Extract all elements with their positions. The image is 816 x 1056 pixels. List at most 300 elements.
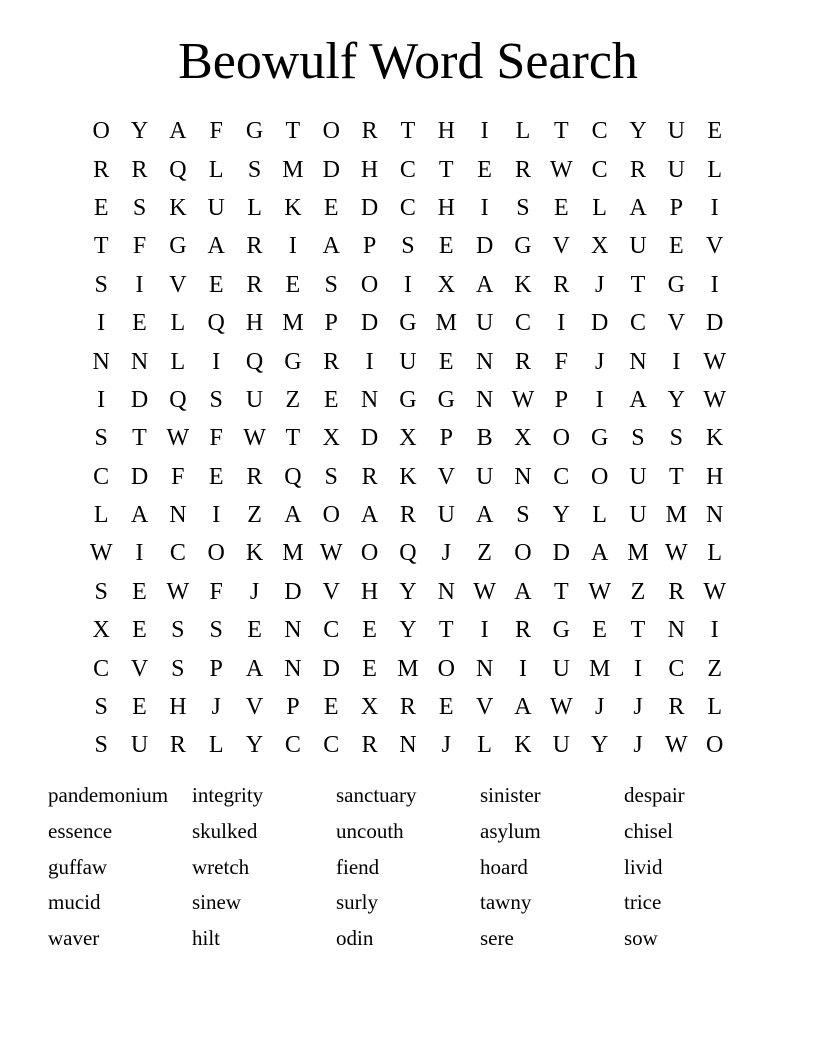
grid-letter: R (668, 694, 685, 721)
grid-letter: N (475, 386, 494, 413)
grid-letter: A (514, 578, 532, 605)
grid-letter: V (322, 578, 340, 605)
grid-letter: W (319, 540, 343, 567)
grid-letter: X (360, 694, 379, 721)
grid-letter: P (362, 233, 377, 260)
grid-letter: L (707, 156, 722, 183)
grid-letter: D (322, 655, 340, 682)
grid-letter: H (706, 463, 724, 490)
grid-letter: W (665, 732, 688, 759)
grid-letter: C (323, 617, 340, 644)
grid-letter: D (475, 233, 494, 260)
word-list-item: chisel (624, 818, 673, 843)
grid-letter: F (132, 233, 147, 260)
grid-letter: S (132, 194, 147, 221)
grid-letter: W (703, 386, 726, 413)
grid-letter: W (549, 156, 573, 183)
grid-row (82, 573, 734, 611)
grid-letter: V (667, 310, 685, 337)
grid-row (82, 304, 734, 342)
grid-letter: Y (130, 118, 149, 145)
grid-letter: E (93, 194, 109, 221)
grid-letter: N (514, 463, 532, 490)
grid-letter: T (132, 425, 147, 452)
grid-letter: U (130, 732, 149, 759)
grid-row (82, 611, 734, 649)
word-list-item: trice (624, 890, 662, 915)
grid-letter: W (703, 578, 726, 605)
grid-letter: S (171, 655, 185, 682)
grid-row (82, 726, 734, 764)
grid-letter: R (323, 348, 340, 375)
grid-letter: S (516, 194, 530, 221)
word-list-item: sow (624, 926, 658, 951)
grid-letter: J (211, 694, 221, 721)
grid-letter: Z (477, 540, 492, 567)
grid-letter: O (590, 463, 609, 490)
grid-letter: M (282, 310, 304, 337)
grid-letter: O (514, 540, 532, 567)
grid-letter: H (360, 156, 379, 183)
word-list (48, 778, 768, 957)
grid-letter: S (94, 271, 108, 298)
word-list-item: hilt (192, 926, 221, 951)
grid-letter: L (477, 732, 492, 759)
grid-row (82, 227, 734, 265)
grid-letter: G (667, 271, 685, 298)
grid-letter: Y (667, 386, 685, 413)
grid-letter: I (557, 310, 566, 337)
grid-letter: O (552, 425, 570, 452)
grid-letter: R (246, 271, 263, 298)
grid-letter: S (631, 425, 645, 452)
grid-letter: E (362, 617, 377, 644)
grid-letter: T (285, 425, 301, 452)
grid-letter: R (361, 732, 378, 759)
grid-letter: S (401, 233, 415, 260)
grid-letter: L (515, 118, 531, 145)
grid-letter: E (592, 617, 607, 644)
grid-letter: F (171, 463, 185, 490)
grid-letter: A (629, 386, 647, 413)
grid-letter: Z (247, 502, 262, 529)
grid-letter: J (441, 540, 451, 567)
grid-letter: N (130, 348, 149, 375)
grid-letter: M (627, 540, 649, 567)
grid-letter: X (399, 425, 417, 452)
grid-letter: R (553, 271, 570, 298)
grid-letter: I (365, 348, 374, 375)
word-list-item: sere (480, 926, 514, 951)
grid-letter: E (285, 271, 301, 298)
grid-letter: G (437, 386, 455, 413)
grid-row (82, 649, 734, 687)
grid-letter: P (286, 694, 300, 721)
grid-letter: Z (285, 386, 301, 413)
grid-letter: T (553, 118, 569, 145)
grid-letter: A (514, 694, 532, 721)
grid-letter: J (594, 694, 605, 721)
grid-row (82, 458, 734, 496)
grid-letter: J (249, 578, 260, 605)
grid-letter: K (284, 194, 302, 221)
grid-letter: U (552, 732, 570, 759)
grid-letter: P (209, 655, 223, 682)
grid-letter: N (667, 617, 685, 644)
word-list-item: surly (336, 890, 378, 915)
grid-letter: O (437, 655, 455, 682)
word-list-item: tawny (480, 890, 532, 915)
grid-letter: Q (169, 156, 187, 183)
grid-letter: I (480, 194, 489, 221)
grid-letter: U (245, 386, 264, 413)
grid-row (82, 266, 734, 304)
grid-letter: D (552, 540, 570, 567)
grid-letter: N (706, 502, 724, 529)
grid-letter: T (400, 118, 416, 145)
grid-letter: U (667, 156, 685, 183)
grid-letter: T (668, 463, 684, 490)
grid-letter: E (668, 233, 684, 260)
grid-letter: M (665, 502, 687, 529)
grid-letter: N (284, 655, 302, 682)
grid-letter: E (208, 463, 224, 490)
word-list-item: despair (624, 783, 685, 807)
grid-letter: G (552, 617, 570, 644)
grid-letter: U (475, 463, 494, 490)
grid-letter: J (633, 732, 643, 759)
grid-letter: H (437, 194, 455, 221)
grid-letter: T (438, 156, 454, 183)
grid-letter: A (629, 194, 647, 221)
grid-letter: R (399, 502, 416, 529)
grid-letter: W (166, 425, 190, 452)
grid-letter: B (476, 425, 493, 452)
grid-letter: I (518, 655, 527, 682)
grid-letter: E (707, 118, 722, 145)
grid-letter: T (553, 578, 569, 605)
grid-letter: J (633, 694, 643, 721)
grid-letter: C (169, 540, 186, 567)
grid-letter: I (403, 271, 412, 298)
grid-letter: E (323, 694, 339, 721)
grid-letter: R (514, 348, 531, 375)
grid-letter: L (592, 502, 607, 529)
grid-letter: V (552, 233, 570, 260)
grid-letter: K (399, 463, 417, 490)
grid-letter: O (706, 732, 724, 759)
grid-letter: Y (552, 502, 570, 529)
grid-letter: W (89, 540, 113, 567)
grid-letter: N (360, 386, 379, 413)
grid-letter: G (169, 233, 187, 260)
grid-letter: S (669, 425, 683, 452)
grid-letter: P (669, 194, 683, 221)
grid-letter: I (212, 502, 221, 529)
grid-letter: L (93, 502, 109, 529)
word-list-item: mucid (48, 890, 101, 915)
grid-letter: I (633, 655, 642, 682)
grid-letter: N (437, 578, 455, 605)
grid-letter: R (246, 463, 263, 490)
grid-letter: W (703, 348, 726, 375)
grid-letter: S (94, 578, 108, 605)
grid-letter: G (245, 118, 264, 145)
grid-letter: A (475, 271, 494, 298)
grid-letter: C (591, 118, 608, 145)
grid-letter: Y (629, 118, 647, 145)
grid-letter: N (399, 732, 417, 759)
grid-letter: C (629, 310, 646, 337)
grid-letter: W (549, 694, 573, 721)
grid-letter: D (130, 463, 149, 490)
grid-letter: E (132, 617, 147, 644)
grid-row (82, 496, 734, 534)
grid-letter: Q (245, 348, 264, 375)
grid-letter: I (212, 348, 221, 375)
grid-letter: C (93, 463, 110, 490)
grid-letter: C (399, 156, 416, 183)
grid-letter: I (710, 617, 719, 644)
word-list-item: uncouth (336, 818, 404, 843)
grid-letter: M (397, 655, 419, 682)
grid-letter: C (399, 194, 416, 221)
grid-letter: A (130, 502, 149, 529)
grid-row (82, 189, 734, 227)
grid-letter: Y (590, 732, 609, 759)
grid-letter: F (209, 425, 223, 452)
grid-letter: I (97, 310, 106, 337)
grid-letter: C (284, 732, 301, 759)
grid-letter: L (208, 732, 224, 759)
grid-letter: M (282, 540, 304, 567)
grid-letter: N (92, 348, 110, 375)
grid-letter: R (399, 694, 416, 721)
grid-letter: R (629, 156, 646, 183)
grid-letter: V (130, 655, 149, 682)
grid-letter: I (97, 386, 106, 413)
grid-letter: I (135, 540, 144, 567)
grid-letter: Q (399, 540, 417, 567)
grid-letter: U (475, 310, 494, 337)
grid-letter: H (245, 310, 264, 337)
grid-letter: D (360, 425, 379, 452)
grid-letter: A (245, 655, 264, 682)
grid-letter: E (438, 694, 454, 721)
grid-letter: P (439, 425, 453, 452)
grid-letter: N (629, 348, 647, 375)
grid-letter: J (441, 732, 451, 759)
grid-letter: E (362, 655, 377, 682)
grid-letter: S (324, 463, 338, 490)
word-list-item: livid (624, 854, 663, 879)
grid-letter: L (707, 540, 722, 567)
grid-letter: O (322, 502, 340, 529)
word-list-item: skulked (192, 818, 258, 843)
grid-letter: S (94, 425, 108, 452)
grid-letter: T (630, 617, 646, 644)
word-list-item: asylum (480, 818, 541, 843)
grid-letter: C (668, 655, 685, 682)
grid-row (82, 150, 734, 188)
grid-letter: K (245, 540, 264, 567)
grid-letter: V (437, 463, 455, 490)
grid-letter: R (514, 617, 531, 644)
grid-letter: U (667, 118, 685, 145)
grid-letter: A (207, 233, 225, 260)
grid-letter: L (170, 310, 186, 337)
grid-letter: W (243, 425, 266, 452)
grid-letter: T (93, 233, 109, 260)
grid-letter: H (437, 118, 455, 145)
word-list-item: hoard (480, 854, 528, 879)
grid-letter: L (592, 194, 607, 221)
grid-letter: R (514, 156, 531, 183)
grid-letter: V (706, 233, 724, 260)
word-list-item: integrity (192, 783, 264, 807)
grid-letter: O (322, 118, 340, 145)
grid-letter: N (475, 655, 494, 682)
grid-letter: T (438, 617, 454, 644)
grid-letter: M (588, 655, 611, 682)
grid-letter: W (473, 578, 496, 605)
grid-letter: V (245, 694, 264, 721)
grid-letter: A (322, 233, 340, 260)
grid-letter: S (94, 732, 108, 759)
grid-letter: A (360, 502, 379, 529)
grid-letter: E (247, 617, 262, 644)
grid-letter: L (247, 194, 262, 221)
letter-grid (82, 112, 734, 765)
grid-row (82, 381, 734, 419)
grid-row (82, 419, 734, 457)
grid-letter: H (360, 578, 379, 605)
grid-letter: V (169, 271, 187, 298)
grid-letter: E (208, 271, 224, 298)
grid-letter: E (323, 194, 339, 221)
grid-letter: D (284, 578, 302, 605)
grid-letter: P (324, 310, 338, 337)
grid-letter: R (131, 156, 148, 183)
grid-letter: D (322, 156, 340, 183)
grid-letter: E (132, 310, 147, 337)
word-list-item: essence (48, 818, 113, 843)
grid-letter: Z (630, 578, 646, 605)
grid-letter: D (130, 386, 149, 413)
grid-letter: E (438, 233, 454, 260)
grid-letter: I (135, 271, 144, 298)
word-list-item: odin (336, 926, 374, 951)
grid-letter: X (92, 617, 110, 644)
grid-letter: P (554, 386, 568, 413)
grid-letter: U (207, 194, 225, 221)
grid-letter: I (595, 386, 604, 413)
grid-letter: M (435, 310, 457, 337)
grid-letter: J (594, 348, 605, 375)
grid-letter: L (707, 694, 722, 721)
grid-letter: G (590, 425, 609, 452)
grid-letter: X (514, 425, 532, 452)
grid-letter: N (475, 348, 494, 375)
grid-letter: T (285, 118, 301, 145)
grid-letter: U (629, 233, 647, 260)
grid-letter: G (399, 386, 417, 413)
grid-letter: A (475, 502, 494, 529)
grid-letter: U (629, 463, 647, 490)
grid-letter: V (475, 694, 494, 721)
grid-letter: E (132, 694, 147, 721)
grid-letter: I (710, 271, 719, 298)
grid-letter: Q (207, 310, 225, 337)
grid-letter: Q (284, 463, 302, 490)
grid-letter: O (207, 540, 225, 567)
grid-letter: E (132, 578, 147, 605)
grid-letter: D (360, 310, 379, 337)
grid-letter: N (284, 617, 302, 644)
grid-letter: O (92, 118, 110, 145)
grid-row (82, 112, 734, 150)
grid-row (82, 534, 734, 572)
grid-letter: T (630, 271, 646, 298)
grid-letter: A (169, 118, 187, 145)
grid-letter: W (588, 578, 611, 605)
word-list-item: sinister (480, 783, 541, 807)
word-list-item: sanctuary (336, 783, 417, 807)
grid-letter: R (361, 463, 378, 490)
grid-letter: C (93, 655, 110, 682)
word-list-item: guffaw (48, 854, 108, 879)
grid-letter: I (710, 194, 719, 221)
grid-letter: U (552, 655, 570, 682)
grid-letter: W (665, 540, 688, 567)
word-list-item: waver (48, 926, 100, 951)
grid-letter: I (672, 348, 681, 375)
grid-letter: K (706, 425, 724, 452)
word-list-item: fiend (336, 854, 380, 879)
grid-letter: E (323, 386, 339, 413)
grid-letter: M (282, 156, 304, 183)
grid-letter: C (553, 463, 570, 490)
grid-letter: E (553, 194, 569, 221)
grid-letter: Y (399, 617, 417, 644)
page-title: Beowulf Word Search (178, 33, 638, 90)
grid-letter: O (360, 540, 379, 567)
grid-letter: S (209, 617, 223, 644)
grid-letter: C (323, 732, 340, 759)
grid-letter: S (171, 617, 185, 644)
grid-letter: K (169, 194, 187, 221)
grid-letter: D (706, 310, 724, 337)
grid-letter: I (480, 118, 489, 145)
grid-letter: R (169, 732, 186, 759)
grid-letter: I (288, 233, 297, 260)
grid-letter: D (360, 194, 379, 221)
grid-letter: R (361, 118, 378, 145)
grid-letter: H (169, 694, 187, 721)
grid-letter: U (399, 348, 417, 375)
grid-letter: R (93, 156, 110, 183)
grid-letter: X (437, 271, 455, 298)
grid-letter: S (209, 386, 223, 413)
word-list-item: pandemonium (48, 783, 169, 807)
grid-letter: E (438, 348, 454, 375)
grid-letter: U (629, 502, 647, 529)
grid-letter: G (514, 233, 532, 260)
grid-letter: G (399, 310, 417, 337)
grid-row (82, 342, 734, 380)
grid-letter: R (246, 233, 263, 260)
grid-letter: J (594, 271, 605, 298)
